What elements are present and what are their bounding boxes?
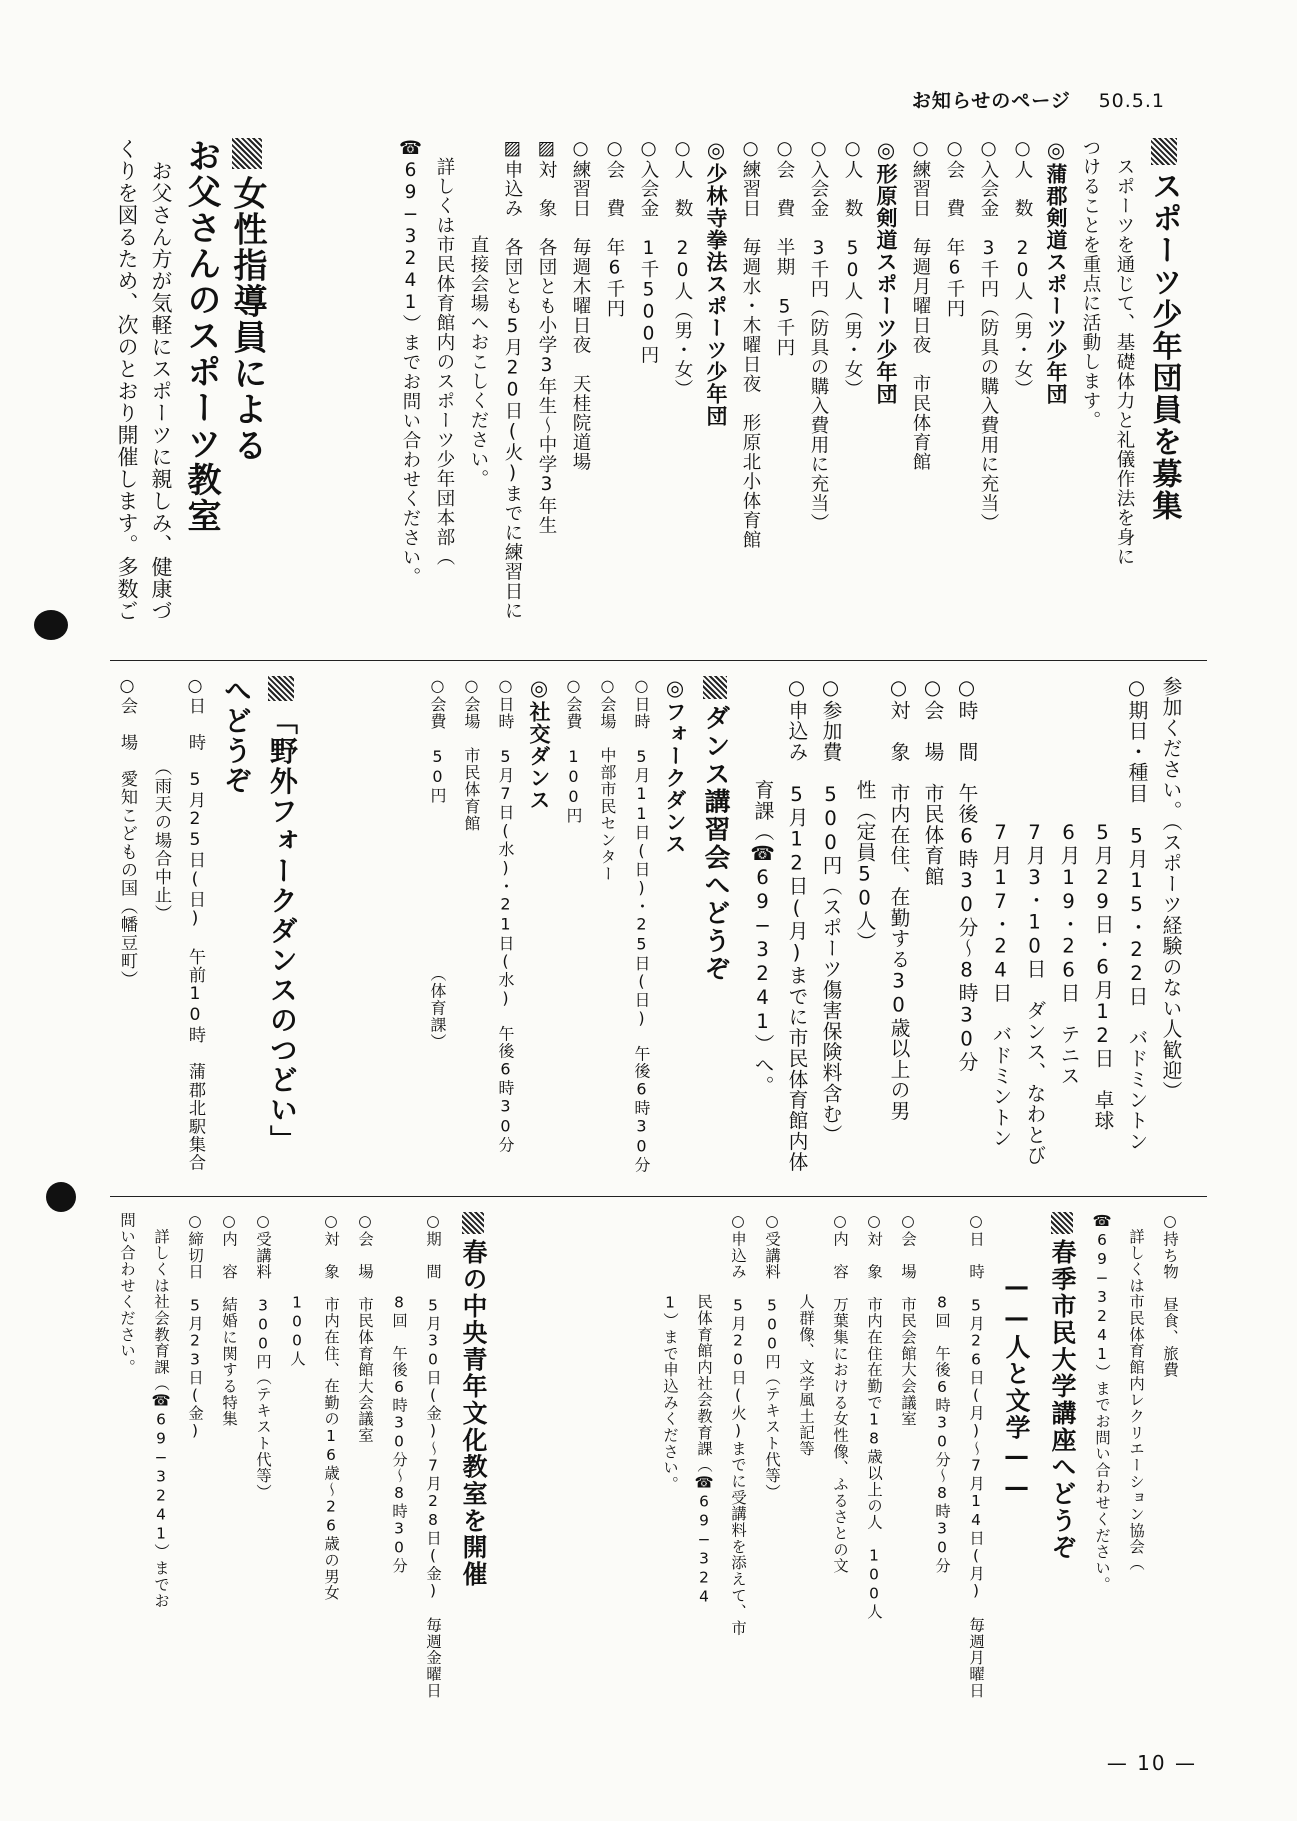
hatch-mark-icon [232,138,263,169]
hatch-mark-icon [1151,138,1178,165]
text-line: ○人 数 50人（男・女） [842,138,863,399]
text-line: ▨対 象 各団とも小学3年生〜中学3年生 [536,138,557,536]
section-outdoor-folkdance [110,676,304,1176]
text-line: 7月3・10日 ダンス、なわとび [1023,676,1046,1167]
section-sports-youth [393,138,1187,638]
text-line: 直接会場へおこしください。 [468,138,489,489]
text-line: 民体育館内社会教育課（☎69−324 [695,1212,713,1607]
text-line: ☎69−3241）までお問い合わせください。 [400,138,421,587]
subheading: ◎社交ダンス [527,676,551,811]
text-line: ○対 象 市内在住、在勤の16歳〜26歳の男女 [322,1212,340,1601]
text-line: ○練習日 毎週月曜日夜 市民体育館 [910,138,931,472]
text-line: ○持ち物 昼食、旅費 [1161,1212,1179,1378]
text-line: ○入会金 3千円（防具の購入費用に充当） [808,138,829,533]
text-line: ○内 容 結婚に関する特集 [220,1212,238,1427]
text-line: 人群像、文学風土記等 [797,1212,815,1457]
text-line: くりを図るため、次のとおり開催します。多数ご [115,138,139,622]
text-line: ○人 数 20人（男・女） [1012,138,1033,399]
text-line: 6月19・26日 テニス [1057,676,1080,1087]
text-line: ○期 間 5月30日(金)〜7月28日(金) 毎週金曜日 [424,1212,442,1699]
text-line: 7月17・24日 バドミントン [989,676,1012,1149]
text-line: 1）まで申込みください。 [661,1212,679,1493]
section-title: 「野外フォークダンスのつどい」 [258,676,304,1176]
section-title: 女性指導員による [224,138,270,638]
text-line: 詳しくは社会教育課（☎69−3241）までお [152,1212,170,1609]
text-line: ○会 場 市民体育館 [921,676,944,887]
binder-hole-mark [46,1182,76,1212]
text-line: ○会 場 愛知こどもの国（幡豆町） [117,676,137,989]
divider [110,660,1207,661]
section-title: 春季市民大学講座へどうぞ [1039,1212,1085,1712]
text-line: ○対 象 市内在住在勤で18歳以上の人 100人 [865,1212,883,1620]
text-line: ○会場 市民体育館 [462,676,481,832]
section-fathers-sports-continued [745,676,1187,1176]
text-line: ○入会金 3千円（防具の購入費用に充当） [978,138,999,533]
text-line: ○日時 5月11日(日)・25日(日) 午後6時30分 [632,676,651,1174]
section-subtitle: ——人と文学—— [1002,1272,1031,1504]
section-citizen-university [653,1212,1187,1712]
text-line: ○時 間 午後6時30分〜8時30分 [955,676,978,1073]
text-line: ○日 時 5月26日(月)〜7月14日(月) 毎週月曜日 [967,1212,985,1699]
text-line: ○練習日 毎週水・木曜日夜 形原北小体育館 [740,138,761,550]
text-line: 性（定員50人） [853,676,876,953]
text-line: 詳しくは市民体育館内のスポーツ少年団本部（ [434,138,455,567]
text-line: ○日 時 5月25日(日) 午前10時 蒲郡北駅集合 [185,676,205,1172]
section-title: ダンス講習会へどうぞ [692,676,738,1176]
hatch-mark-icon [268,676,293,701]
text-line: ○参加費 500円（スポーツ傷害保険料含む） [819,676,842,1146]
text-line: 詳しくは市民体育館内レクリエーション協会（ [1127,1212,1145,1572]
text-line: ○申込み 5月20日(火)までに受講料を添えて、市 [729,1212,747,1637]
text-line: ○練習日 毎週木曜日夜 天桂院道場 [570,138,591,472]
text-line: ○会 費 年6千円 [944,138,965,319]
text-line: ○日時 5月7日(水)・21日(水) 午後6時30分 [496,676,515,1154]
text-line: （雨天の場合中止） [151,676,171,923]
subheading: ◎少林寺拳法スポーツ少年団 [704,138,728,427]
text-line: ○受講料 500円（テキスト代等） [763,1212,781,1501]
text-line: ○会費 100円 [564,676,583,824]
section-title: 春の中央青年文化教室を開催 [450,1212,496,1712]
text-line: 8回 午後6時30分〜8時30分 [933,1212,951,1574]
text-line: ○期日・種目 5月15・22日 バドミントン [1125,676,1148,1152]
text-line: ○内 容 万葉集における女性像、ふるさとの文 [831,1212,849,1574]
hatch-mark-icon [703,676,726,699]
text-line: 100人 [288,1212,306,1367]
subheading: ◎蒲郡剣道スポーツ少年団 [1044,138,1068,405]
text-line: ○会 費 年6千円 [604,138,625,319]
text-line: ○対 象 市内在住、在勤する30歳以上の男 [887,676,910,1122]
hatch-mark-icon [462,1212,484,1234]
text-line: ○人 数 20人（男・女） [672,138,693,399]
text-line: ○会費 50円 （体育課） [428,676,447,1051]
page-header [912,86,1165,113]
hatch-mark-icon [1051,1212,1073,1234]
text-line: 問い合わせください。 [118,1212,136,1376]
text-line: ○申込み 5月12日(月)までに市民体育館内体 [785,676,808,1173]
text-line: 育課（☎69−3241）へ。 [751,676,774,1097]
subheading: ◎フォークダンス [663,676,687,855]
section-title-2: へどうぞ [219,676,252,796]
text-line: ○会 場 市民体育館大会議室 [356,1212,374,1444]
text-line: 8回 午後6時30分〜8時30分 [390,1212,408,1574]
text-line: ○会 場 市民会館大会議室 [899,1212,917,1427]
text-line: スポーツを通じて、基礎体力と礼儀作法を身に [1114,138,1135,567]
section-title: スポーツ少年団員を募集 [1141,138,1187,638]
text-line: ○会 費 半期 5千円 [774,138,795,358]
header-date: 50.5.1 [1098,90,1165,112]
text-line: ○入会金 1千500円 [638,138,659,365]
text-line: 5月29日・6月12日 卓球 [1091,676,1114,1132]
text-line: 参加ください。（スポーツ経験のない人歓迎） [1159,676,1182,1102]
section-youth-culture-class [110,1212,496,1712]
section-fathers-sports [110,138,270,638]
page-number: — 10 — [1106,1751,1197,1775]
text-line: ☎69−3241）までお問い合わせください。 [1093,1212,1111,1593]
divider [110,1196,1207,1197]
text-line: ○受講料 300円（テキスト代等） [254,1212,272,1501]
text-line: お父さん方が気軽にスポーツに親しみ、健康づ [149,138,173,622]
section-title-2: お父さんのスポーツ教室 [181,138,221,534]
section-dance-class [420,676,738,1176]
text-line: ○締切日 5月23日(金) [186,1212,204,1441]
binder-hole-mark [34,610,68,640]
subheading: ◎形原剣道スポーツ少年団 [874,138,898,405]
text-line: ○会場 中部市民センター [598,676,617,883]
text-line: ▨申込み 各団とも5月20日(火)までに練習日に [502,138,523,621]
text-line: つけることを重点に活動します。 [1080,138,1101,431]
header-title: お知らせのページ [911,90,1071,112]
